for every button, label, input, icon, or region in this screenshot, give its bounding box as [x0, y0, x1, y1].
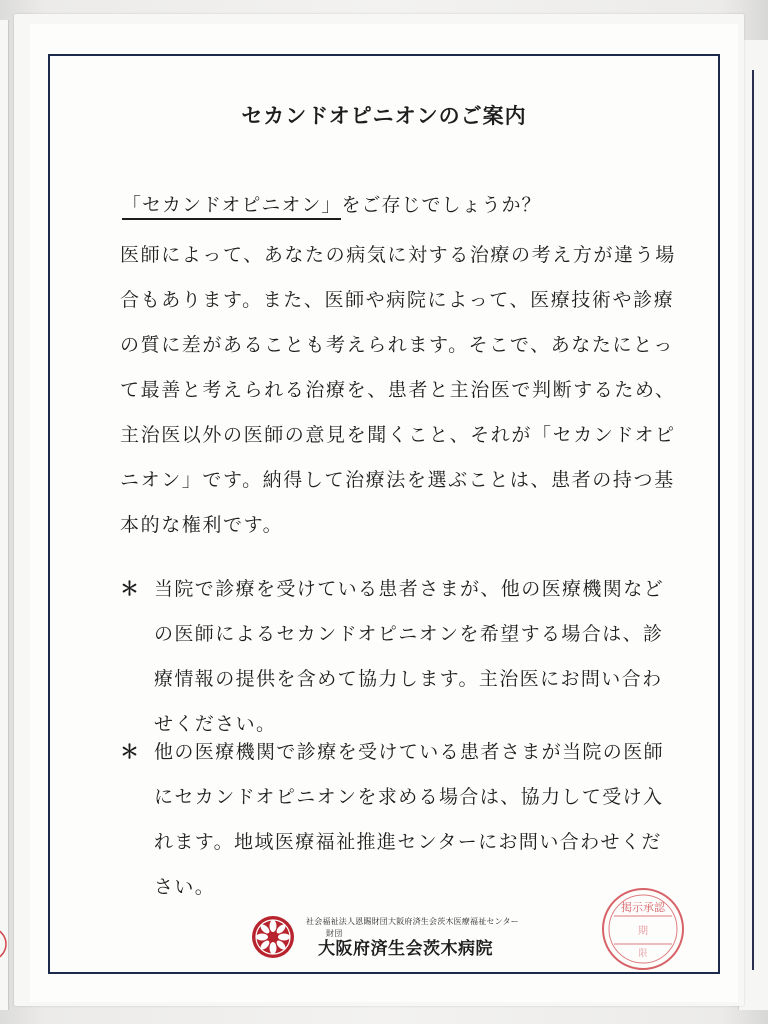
bullet-line: れます。地域医療福祉推進センターにお問い合わせくだ — [154, 831, 662, 853]
asterisk-bullet-icon: ＊ — [120, 741, 141, 763]
lead-quote-underlined: 「セカンドオピニオン」 — [122, 194, 341, 220]
bullet-line: の医師によるセカンドオピニオンを希望する場合は、診 — [154, 623, 664, 645]
bullet-line: さい。 — [154, 876, 216, 898]
paragraph-line: 本的な権利です。 — [120, 514, 284, 536]
paragraph-line: 医師によって、あなたの病気に対する治療の考え方が違う場 — [120, 244, 676, 266]
paragraph-line: 主治医以外の医師の意見を聞くこと、それが「セカンドオピ — [120, 424, 676, 446]
adjacent-stamp-fragment — [0, 924, 12, 964]
paragraph-line: ニオン」です。納得して治療法を選ぶことは、患者の持つ基 — [120, 469, 675, 491]
bullet-line: 当院で診療を受けている患者さまが、他の医療機関など — [154, 578, 665, 600]
lead-question-rest: をご存じでしょうか？ — [341, 194, 542, 216]
bullet-line: せください。 — [154, 713, 277, 735]
approval-stamp — [600, 886, 686, 972]
svg-text:期: 期 — [638, 926, 648, 937]
foundation-label: 財団 — [326, 929, 343, 938]
saiseikai-emblem-icon — [250, 914, 296, 960]
bullet-line: 他の医療機関で診療を受けている患者さまが当院の医師 — [154, 741, 665, 763]
hospital-footer — [250, 910, 540, 964]
hospital-name: 大阪府済生会茨木病院 — [318, 939, 493, 959]
paragraph-line: て最善と考えられる治療を、患者と主治医で判断するため、 — [120, 379, 676, 401]
adjacent-sheet-right-frame — [752, 70, 754, 970]
bullet-line: にセカンドオピニオンを求める場合は、協力して受け入 — [154, 786, 664, 808]
bullet-line: 療情報の提供を含めて協力します。主治医にお問い合わ — [154, 668, 663, 690]
organization-line — [306, 916, 519, 938]
stamp-text: 掲示承認 — [621, 901, 665, 914]
notice-title: セカンドオピニオンのご案内 — [241, 104, 527, 128]
adjacent-sheet-left — [0, 20, 9, 1010]
explanation-paragraph — [120, 233, 676, 548]
paragraph-line: の質に差があることも考えられます。そこで、あなたにとっ — [120, 334, 674, 356]
paragraph-line: 合もあります。また、医師や病院によって、医療技術や診療 — [120, 289, 675, 311]
lead-question — [122, 190, 541, 217]
asterisk-bullet-icon: ＊ — [120, 578, 141, 600]
svg-text:限: 限 — [638, 949, 648, 959]
organization-name: 社会福祉法人恩賜財団大阪府済生会茨木医療福祉センター — [306, 917, 519, 926]
